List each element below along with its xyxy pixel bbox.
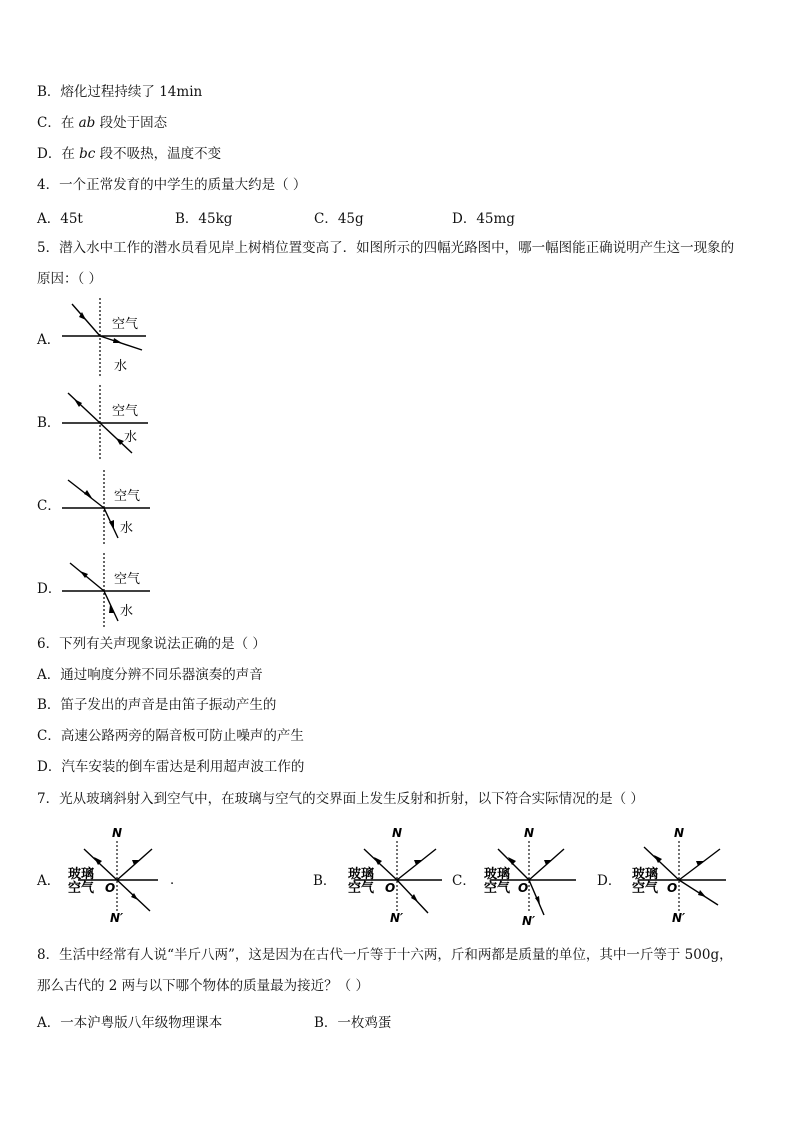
q6-option-d: D．汽车安装的倒车雷达是利用超声波工作的 <box>37 759 305 775</box>
q7-label-d: D． <box>597 873 622 889</box>
q4-option-d: D．45mg <box>452 211 515 227</box>
q7b-o-label: O <box>385 881 396 895</box>
q7d-n-label: N <box>674 826 685 840</box>
q8-option-b: B．一枚鸡蛋 <box>314 1015 392 1031</box>
q6-option-b: B．笛子发出的声音是由笛子振动产生的 <box>37 697 277 713</box>
q7b-glass-label: 玻璃 <box>348 867 375 882</box>
q5-stem-line1: 5．潜入水中工作的潜水员看见岸上树梢位置变高了．如图所示的四幅光路图中，哪一幅图能正确说明产生这一现象的 <box>37 240 735 256</box>
q7-stem: 7．光从玻璃斜射入到空气中，在玻璃与空气的交界面上发生反射和折射，以下符合实际情况的是（ ） <box>37 791 644 807</box>
q7a-n-label: N <box>112 826 123 840</box>
q5-label-a: A． <box>37 332 61 348</box>
q6-option-a: A．通过响度分辨不同乐器演奏的声音 <box>37 667 263 683</box>
q7-label-b: B． <box>313 873 337 889</box>
q3-option-c: C．在 ab 段处于固态 <box>37 115 168 131</box>
q7-diagram-c <box>482 823 582 928</box>
q7d-o-label: O <box>667 881 678 895</box>
q6-option-c: C．高速公路两旁的隔音板可防止噪声的产生 <box>37 728 304 744</box>
q5-diagram-a <box>58 298 158 378</box>
q5-stem-line2: 原因：（ ） <box>37 271 103 287</box>
q7d-air-label: 空气 <box>632 881 659 896</box>
q8-option-a: A．一本沪粤版八年级物理课本 <box>37 1015 223 1031</box>
q7b-air-label: 空气 <box>348 881 375 896</box>
q7-diagram-a <box>66 823 176 928</box>
q7c-air-label: 空气 <box>484 881 511 896</box>
q5-label-c: C． <box>37 498 61 514</box>
q5c-air-label: 空气 <box>114 489 141 504</box>
q5b-water-label: 水 <box>124 430 138 445</box>
q8-stem-line2: 那么古代的 2 两与以下哪个物体的质量最为接近？（ ） <box>37 978 369 994</box>
q3-option-b: B．熔化过程持续了 14min <box>37 84 203 100</box>
q5a-air-label: 空气 <box>112 317 139 332</box>
q7-label-c: C． <box>452 873 476 889</box>
q7c-n-prime-label: N′ <box>522 914 536 928</box>
q8-stem-line1: 8．生活中经常有人说“半斤八两”，这是因为在古代一斤等于十六两，斤和两都是质量的单位，其中一斤等于 500g， <box>37 947 733 963</box>
q7a-glass-label: 玻璃 <box>68 867 95 882</box>
q4-option-a: A．45t <box>37 211 83 227</box>
q3-option-d: D．在 bc 段不吸热，温度不变 <box>37 146 222 162</box>
q5-diagram-c <box>58 470 158 545</box>
q7a-air-label: 空气 <box>68 881 95 896</box>
q5b-air-label: 空气 <box>112 404 139 419</box>
q5-label-d: D． <box>37 581 62 597</box>
q4-option-c: C．45g <box>314 211 364 227</box>
q7d-n-prime-label: N′ <box>672 911 686 925</box>
q7a-dot: . <box>170 873 175 888</box>
q7b-n-label: N <box>392 826 403 840</box>
q7c-n-label: N <box>524 826 535 840</box>
q7d-glass-label: 玻璃 <box>632 867 659 882</box>
q5d-air-label: 空气 <box>114 572 141 587</box>
q5-diagram-b <box>58 385 158 460</box>
q7-diagram-b <box>346 823 446 928</box>
q5a-water-label: 水 <box>114 359 128 374</box>
q7-diagram-d <box>630 823 730 928</box>
q4-stem: 4．一个正常发育的中学生的质量大约是（ ） <box>37 177 307 193</box>
q5-diagram-d <box>58 553 158 628</box>
q7-label-a: A． <box>37 873 61 889</box>
q6-stem: 6．下列有关声现象说法正确的是（ ） <box>37 636 266 652</box>
q7a-n-prime-label: N′ <box>110 911 124 925</box>
q7b-n-prime-label: N′ <box>390 911 404 925</box>
q7c-o-label: O <box>518 881 529 895</box>
q5d-water-label: 水 <box>120 604 134 619</box>
q7c-glass-label: 玻璃 <box>484 867 511 882</box>
q5-label-b: B． <box>37 415 61 431</box>
q5c-water-label: 水 <box>120 521 134 536</box>
q7a-o-label: O <box>105 881 116 895</box>
q4-option-b: B．45kg <box>175 211 233 227</box>
